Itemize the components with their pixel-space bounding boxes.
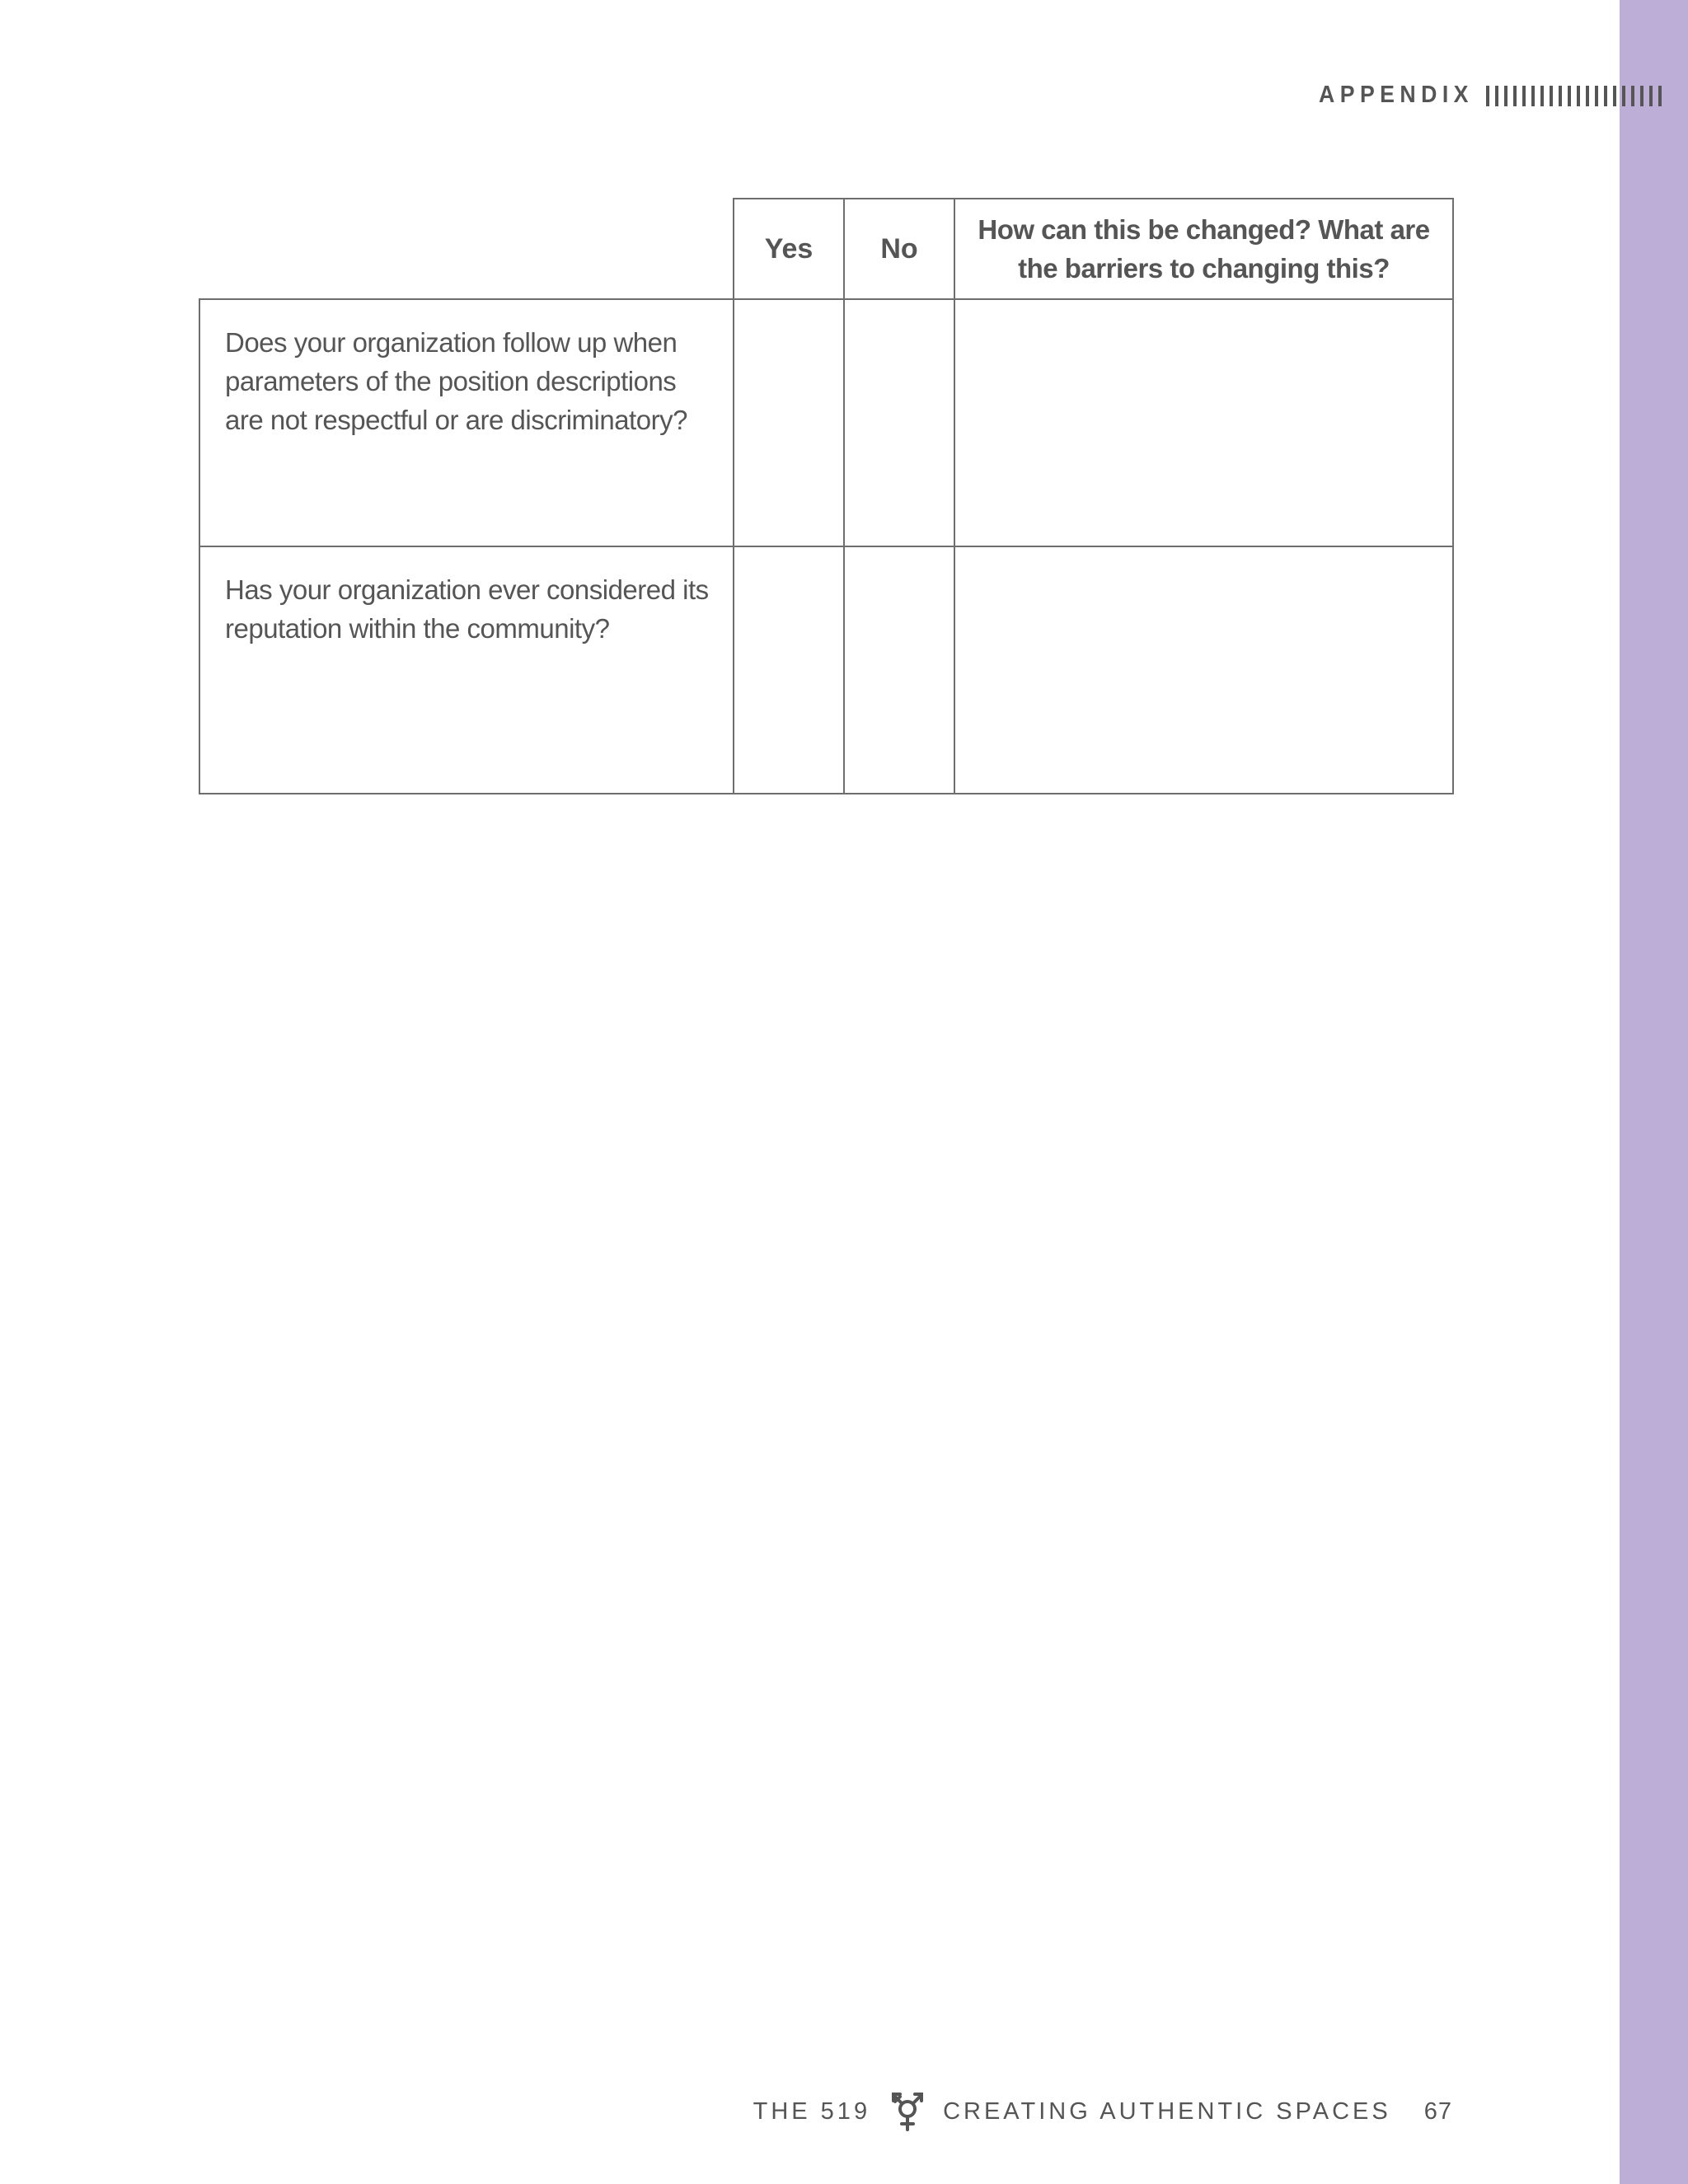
table-row: [199, 299, 1453, 546]
page-header: [1319, 78, 1487, 111]
change-answer-cell[interactable]: [954, 299, 1453, 546]
table-header-blank: [199, 199, 734, 299]
section-label: APPENDIX: [1319, 81, 1474, 108]
transgender-symbol-icon: [889, 2090, 926, 2133]
column-header-no: No: [844, 199, 954, 299]
change-answer-cell[interactable]: [954, 546, 1453, 794]
no-answer-cell[interactable]: [844, 299, 954, 546]
column-header-change: How can this be changed? What are the barriers to changing this?: [954, 199, 1453, 299]
footer-org: THE 519: [753, 2097, 871, 2125]
column-header-yes: Yes: [734, 199, 844, 299]
side-color-strip: [1620, 0, 1688, 2184]
page-number: 67: [1423, 2097, 1452, 2125]
yes-answer-cell[interactable]: [734, 299, 844, 546]
table-row: [199, 546, 1453, 794]
header-tick-marks: [1486, 86, 1667, 106]
footer-title: CREATING AUTHENTIC SPACES: [943, 2097, 1391, 2125]
yes-answer-cell[interactable]: [734, 546, 844, 794]
question-cell: Does your organization follow up when parameters of the position descriptions are not respectful or are discriminatory?: [199, 299, 734, 546]
page-footer: [753, 2091, 1452, 2132]
table-header-row: [199, 199, 1453, 299]
no-answer-cell[interactable]: [844, 546, 954, 794]
question-cell: Has your organization ever considered its reputation within the community?: [199, 546, 734, 794]
assessment-table: [199, 198, 1454, 794]
